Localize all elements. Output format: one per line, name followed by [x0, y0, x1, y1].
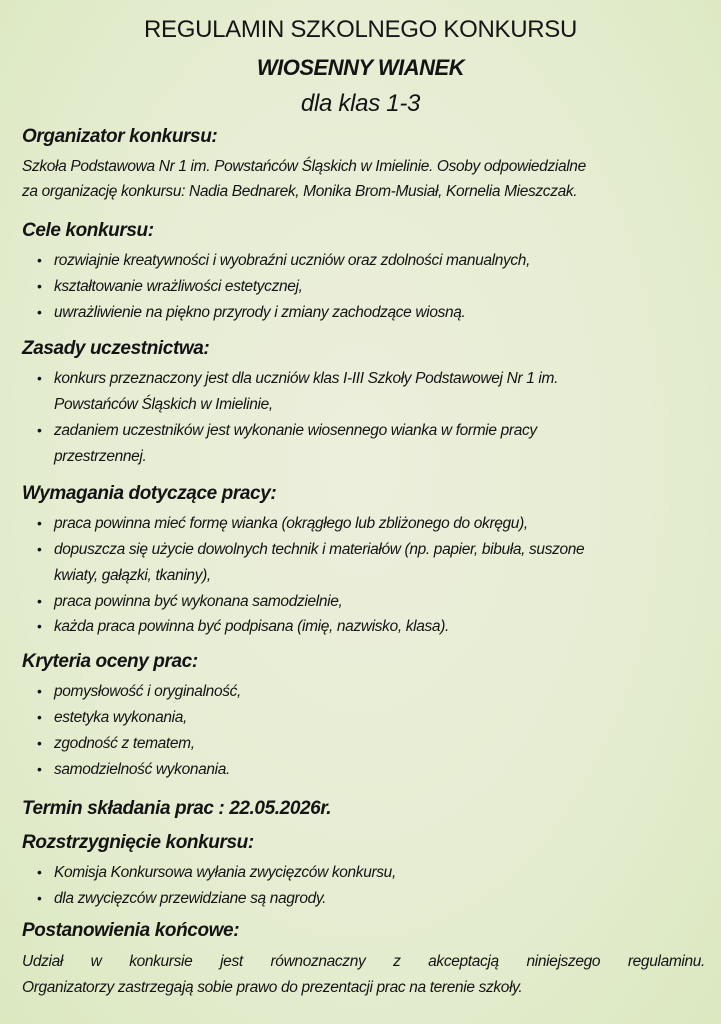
goals-list-item: • kształtowanie wrażliwości estetycznej, — [37, 274, 303, 299]
final-provisions-line-2: Organizatorzy zastrzegają sobie prawo do prezentacji prac na terenie szkoły. — [22, 979, 523, 996]
goals-heading: Cele konkursu: — [22, 220, 154, 241]
goals-list-item: • rozwiajnie kreatywności i wyobraźni uczniów oraz zdolności manualnych, — [37, 248, 530, 273]
goals-list-item: • uwrażliwienie na piękno przyrody i zmiany zachodzące wiosną. — [37, 300, 466, 325]
bullet-icon: • — [37, 864, 42, 880]
bullet-icon: • — [37, 709, 42, 725]
bullet-icon: • — [37, 304, 42, 320]
rules-list-item-continuation: Powstańców Śląskich w Imielinie, — [54, 396, 273, 413]
organizer-line-2: za organizację konkursu: Nadia Bednarek, Monika Brom-Musiał, Kornelia Mieszczak. — [22, 183, 578, 200]
audience-subtitle: dla klas 1-3 — [300, 90, 421, 117]
results-list-item: • Komisja Konkursowa wyłania zwycięzców konkursu, — [37, 860, 396, 885]
results-heading: Rozstrzygnięcie konkursu: — [22, 832, 254, 853]
bullet-icon: • — [37, 735, 42, 751]
criteria-list-item: • pomysłowość i oryginalność, — [37, 679, 241, 704]
final-provisions-line-1: Udział w konkursie jest równoznaczny z akceptacją niniejszego regulaminu. — [22, 953, 705, 970]
bullet-icon: • — [37, 370, 42, 386]
requirements-list-item: • praca powinna mieć formę wianka (okrągłego lub zbliżonego do okręgu), — [37, 511, 528, 536]
requirements-list-item: • praca powinna być wykonana samodzielnie, — [37, 589, 342, 614]
bullet-icon: • — [37, 890, 42, 906]
rules-list-item: • zadaniem uczestników jest wykonanie wiosennego wianka w formie pracy — [37, 418, 537, 443]
bullet-icon: • — [37, 252, 42, 268]
rules-heading: Zasady uczestnictwa: — [22, 338, 210, 359]
results-list-item: • dla zwycięzców przewidziane są nagrody. — [37, 886, 326, 911]
rules-list-item: • konkurs przeznaczony jest dla uczniów klas I-III Szkoły Podstawowej Nr 1 im. — [37, 366, 558, 391]
rules-list-item-continuation: przestrzennej. — [54, 448, 147, 465]
requirements-list-item-continuation: kwiaty, gałązki, tkaniny), — [54, 567, 211, 584]
criteria-list-item: • zgodność z tematem, — [37, 731, 195, 756]
bullet-icon: • — [37, 278, 42, 294]
bullet-icon: • — [37, 541, 42, 557]
organizer-line-1: Szkoła Podstawowa Nr 1 im. Powstańców Śląskich w Imielinie. Osoby odpowiedzialne — [22, 158, 586, 175]
contest-name: WIOSENNY WIANEK — [256, 55, 465, 80]
bullet-icon: • — [37, 761, 42, 777]
bullet-icon: • — [37, 515, 42, 531]
requirements-list-item: • każda praca powinna być podpisana (imię, nazwisko, klasa). — [37, 614, 449, 639]
criteria-heading: Kryteria oceny prac: — [22, 651, 198, 672]
document-title: REGULAMIN SZKOLNEGO KONKURSU — [143, 16, 577, 43]
final-provisions-heading: Postanowienia końcowe: — [22, 920, 240, 941]
criteria-list-item: • samodzielność wykonania. — [37, 757, 230, 782]
requirements-heading: Wymagania dotyczące pracy: — [22, 483, 277, 504]
organizer-heading: Organizator konkursu: — [22, 126, 218, 147]
deadline-heading: Termin składania prac : 22.05.2026r. — [22, 798, 332, 819]
bullet-icon: • — [37, 422, 42, 438]
requirements-list-item: • dopuszcza się użycie dowolnych technik i materiałów (np. papier, bibuła, suszone — [37, 537, 584, 562]
bullet-icon: • — [37, 618, 42, 634]
bullet-icon: • — [37, 593, 42, 609]
bullet-icon: • — [37, 683, 42, 699]
criteria-list-item: • estetyka wykonania, — [37, 705, 187, 730]
